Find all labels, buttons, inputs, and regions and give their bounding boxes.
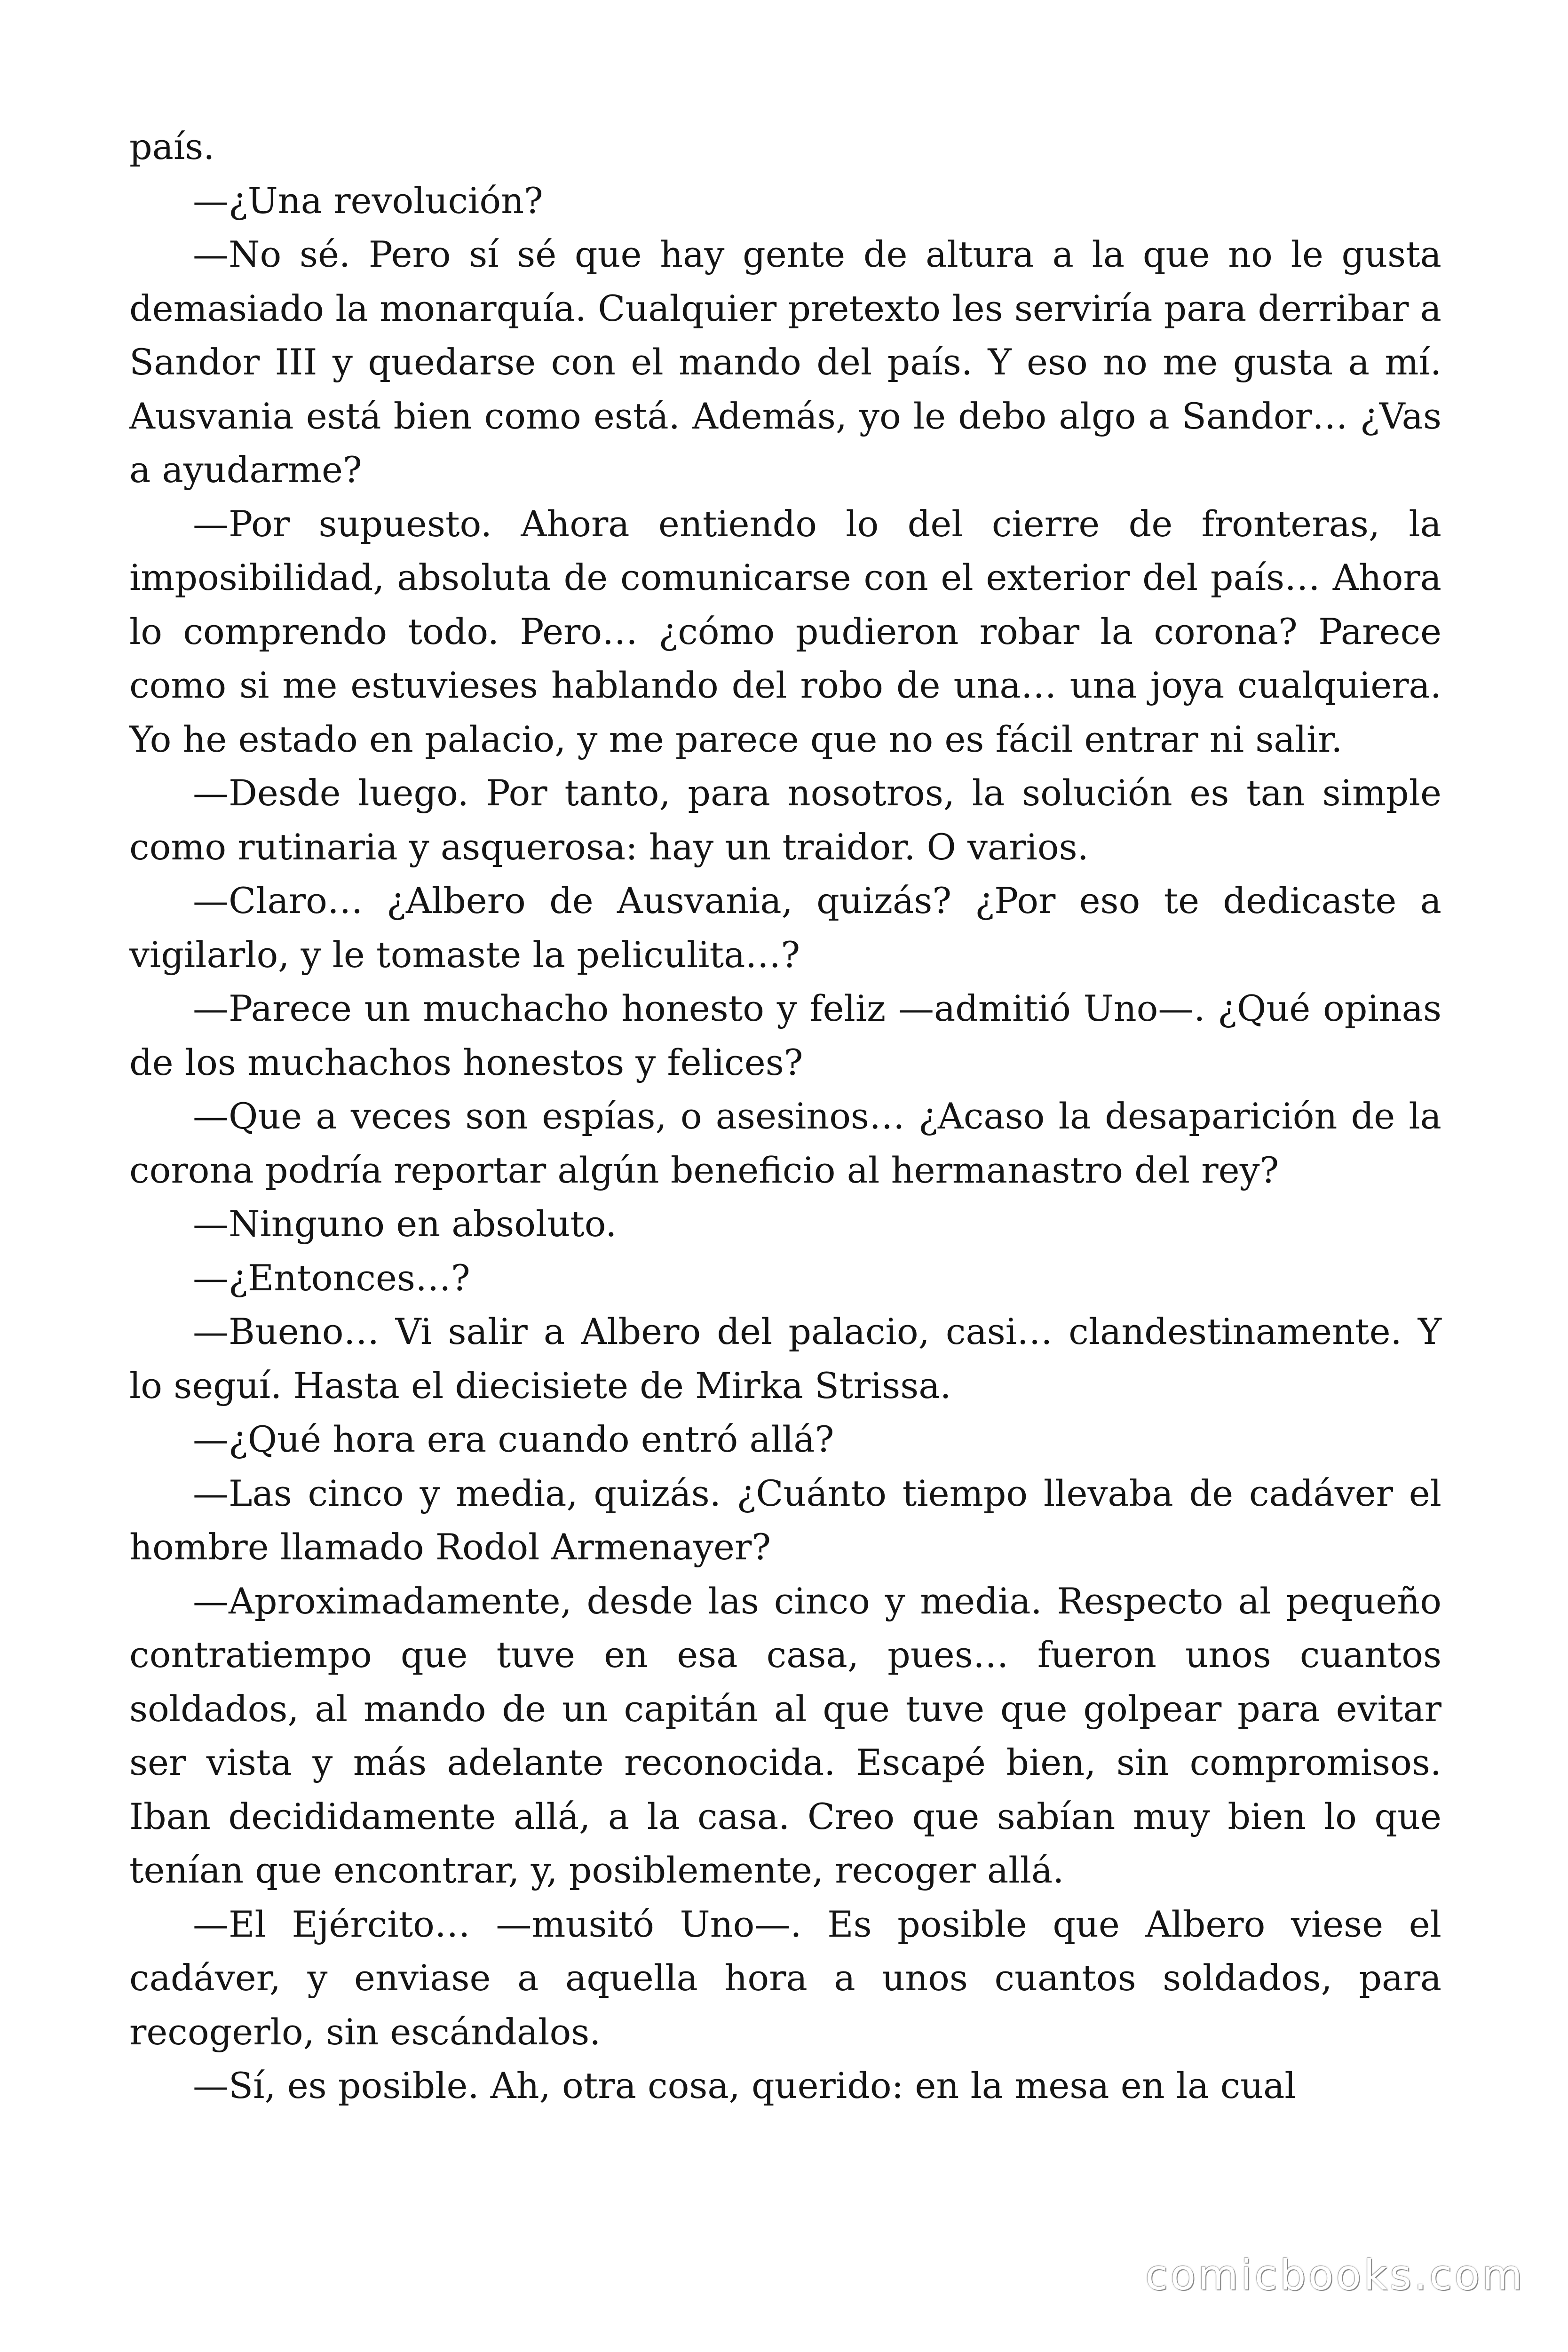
paragraph: —¿Una revolución? <box>193 179 543 222</box>
paragraph: —Las cinco y media, quizás. ¿Cuánto tiempo llevaba de cadáver el hombre llamado Rodol Armenayer? <box>129 1472 1441 1568</box>
paragraph: —Sí, es posible. Ah, otra cosa, querido: en la mesa en la cual <box>193 2065 1296 2106</box>
paragraph: —¿Entonces…? <box>193 1256 470 1299</box>
paragraph: —Por supuesto. Ahora entiendo lo del cierre de fronteras, la imposibilidad, absoluta de comunicarse con el exterior del país… Ahora lo comprendo todo. Pero… ¿cómo pudieron robar la corona? Parece como si me estuvieses hablando del robo de una… una joya cualquiera. Yo he estado en palacio, y me parece que no es fácil entrar ni salir. <box>129 502 1441 760</box>
paragraph: —Ninguno en absoluto. <box>193 1203 617 1245</box>
page-text <box>129 120 1441 2113</box>
paragraph: —Aproximadamente, desde las cinco y media. Respecto al pequeño contratiempo que tuve en esa casa, pues… fueron unos cuantos soldados, al mando de un capitán al que tuve que golpear para evitar ser vista y más adelante reconocida. Escapé bien, sin compromisos. Iban decididamente allá, a la casa. Creo que sabían muy bien lo que tenían que encontrar, y, posiblemente, recoger allá. <box>129 1580 1441 1891</box>
paragraph: —Desde luego. Por tanto, para nosotros, la solución es tan simple como rutinaria y asquerosa: hay un traidor. O varios. <box>129 772 1441 868</box>
paragraph: —No sé. Pero sí sé que hay gente de altura a la que no le gusta demasiado la monarquía. Cualquier pretexto les serviría para derribar a Sandor III y quedarse con el mando del país. Y eso no me gusta a mí. Ausvania está bien como está. Además, yo le debo algo a Sandor… ¿Vas a ayudarme? <box>129 233 1441 491</box>
paragraph: —Que a veces son espías, o asesinos… ¿Acaso la desaparición de la corona podría reportar algún beneficio al hermanastro del rey? <box>129 1095 1441 1191</box>
paragraph: —Bueno… Vi salir a Albero del palacio, casi… clandestinamente. Y lo seguí. Hasta el diecisiete de Mirka Strissa. <box>129 1311 1441 1406</box>
paragraph: —¿Qué hora era cuando entró allá? <box>193 1418 834 1460</box>
paragraph: —Claro… ¿Albero de Ausvania, quizás? ¿Por eso te dedicaste a vigilarlo, y le tomaste la peliculita…? <box>129 880 1441 976</box>
watermark: comicbooks.com <box>1145 2251 1525 2299</box>
paragraph: país. <box>129 126 215 167</box>
paragraph: —Parece un muchacho honesto y feliz —admitió Uno—. ¿Qué opinas de los muchachos honestos y felices? <box>129 987 1441 1083</box>
paragraph: —El Ejército… —musitó Uno—. Es posible que Albero viese el cadáver, y enviase a aquella hora a unos cuantos soldados, para recogerlo, sin escándalos. <box>129 1903 1441 2053</box>
